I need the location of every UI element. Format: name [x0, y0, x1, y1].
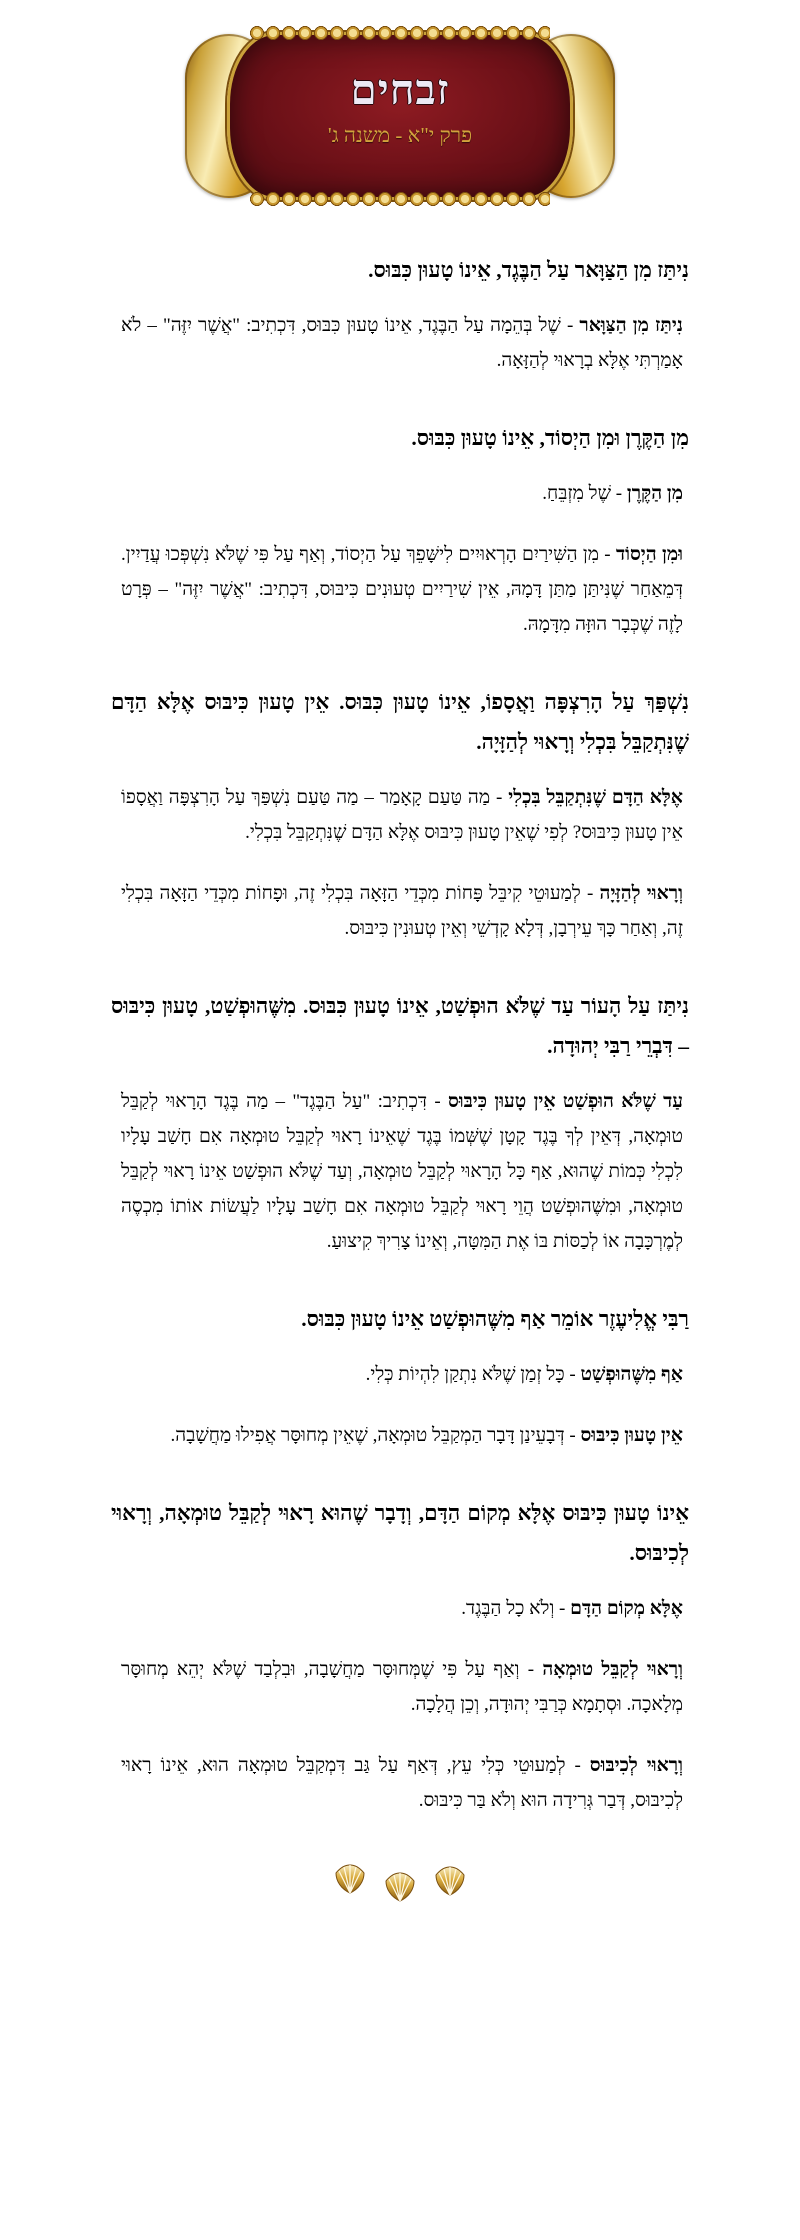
commentary-4-lead: אֶלָּא הַדָּם שֶׁנִּתְקַבֵּל בִּכְלִי	[508, 787, 683, 808]
masechet-title: זבחים	[350, 68, 450, 114]
commentary-6-lead: עַד שֶׁלֹּא הוּפְשַׁט אֵין טָעוּן כִּיבּוּס	[447, 1091, 683, 1112]
commentary-7-body: - כָּל זְמַן שֶׁלֹּא נִתְקַן לִהְיוֹת כְּלִי.	[365, 1364, 581, 1385]
mishnah-clause-1: נִיתַּז מִן הַצַּוָּאר עַל הַבֶּגֶד, אֵינוֹ טָעוּן כִּבּוּס.	[368, 258, 689, 282]
footer-ornaments	[0, 1864, 800, 1898]
commentary-10-lead: וְרָאוּי לְקַבֵּל טוּמְאָה	[542, 1659, 683, 1680]
commentary-2-body: - שֶׁל מִזְבֵּחַ.	[542, 483, 627, 504]
commentary-6-body: - דִּכְתִיב: "עַל הַבֶּגֶד" – מַה בֶּגֶד הָרָאוּי לְקַבֵּל טוּמְאָה, דְּאֵין לְךָ בֶּגֶד קָטָן שֶׁשְּׁמוֹ בֶּגֶד שֶׁאֵינוֹ רָאוּי לְקַבֵּל טוּמְאָה אִם חָשַׁב עָלָיו לִכְלִי כְּמוֹת שֶׁהוּא, אַף כָּל הָרָאוּי לְקַבֵּל טוּמְאָה, וְעַד שֶׁלֹּא הוּפְשַׁט אֵינוֹ רָאוּי לְקַבֵּל טוּמְאָה, וּמִשֶּׁהוּפְשַׁט הֲוֵי רָאוּי לְקַבֵּל טוּמְאָה אִם חָשַׁב עָלָיו לַעֲשׂוֹת אוֹתוֹ מִכְסֶה לְמֶרְכָּבָה אוֹ לְכַסּוֹת בּוֹ אֶת הַמִּטָּה, וְאֵינוֹ צָרִיךְ קִיצוּעַ.	[121, 1091, 683, 1252]
shell-icon	[332, 1862, 368, 1896]
commentary-1	[121, 308, 683, 378]
mishnah-clause-2: מִן הַקֶּרֶן וּמִן הַיְסוֹד, אֵינוֹ טָעוּן כִּבּוּס.	[411, 426, 689, 450]
shell-icon	[382, 1870, 418, 1904]
mishnah-clause-5: רַבִּי אֱלִיעֶזֶר אוֹמֵר אַף מִשֶּׁהוּפְשַׁט אֵינוֹ טָעוּן כִּבּוּס.	[301, 1307, 689, 1331]
commentary-4-body: - מַה טַּעַם קָאָמַר – מַה טַּעַם נִשְׁפַּךְ עַל הָרִצְפָּה וַאֲסָפוֹ אֵין טָעוּן כִּיבּוּס? לְפִי שֶׁאֵין טָעוּן כִּיבּוּס אֶלָּא הַדָּם שֶׁנִּתְקַבֵּל בִּכְלִי.	[121, 787, 683, 843]
commentary-2	[121, 476, 683, 511]
commentary-9	[121, 1591, 683, 1626]
commentary-1-body: - שֶׁל בְּהֵמָה עַל הַבֶּגֶד, אֵינוֹ טָעוּן כִּבּוּס, דִּכְתִיב: "אֲשֶׁר יִזֶּה" – לֹא אָמַרְתִּי אֶלָּא בְרָאוּי לְהַזָּאָה.	[121, 315, 683, 371]
commentary-7	[121, 1357, 683, 1392]
commentary-1-lead: נִיתַּז מִן הַצַּוָּאר	[579, 315, 683, 336]
shell-icon	[432, 1864, 468, 1898]
commentary-9-lead: אֶלָּא מְקוֹם הַדָּם	[570, 1598, 683, 1619]
commentary-10	[121, 1652, 683, 1722]
commentary-9-body: - וְלֹא כָל הַבֶּגֶד.	[461, 1598, 571, 1619]
commentary-6	[121, 1084, 683, 1259]
mishnah-clause-6: אֵינוֹ טָעוּן כִּיבּוּס אֶלָּא מְקוֹם הַדָּם, וְדָבָר שֶׁהוּא רָאוּי לְקַבֵּל טוּמְאָה, וְרָאוּי לְכִיבּוּס.	[111, 1501, 689, 1565]
commentary-7-lead: אַף מִשֶּׁהוּפְשַׁט	[580, 1364, 683, 1385]
commentary-3-body: - מִן הַשִּׁירַיִם הָרְאוּיִים לִישָּׁפֵךְ עַל הַיְסוֹד, וְאַף עַל פִּי שֶׁלֹּא נִשְׁפְּכוּ עֲדַיִין. דְּמֵאַחַר שֶׁנִּיתַּן מַתַּן דָּמָהּ, אֵין שִׁירַיִים טְעוּנִים כִּיבּוּס, דִּכְתִיב: "אֲשֶׁר יִזֶּה" – פְּרָט לָזֶה שֶׁכְּבָר הוּזָּה מִדָּמָהּ.	[121, 544, 683, 635]
commentary-3	[121, 537, 683, 642]
commentary-5-body: - לְמַעוּטֵי קִיבֵּל פָּחוֹת מִכְּדֵי הַזָּאָה בִּכְלִי זֶה, וּפָחוֹת מִכְּדֵי הַזָּאָה בִּכְלִי זֶה, וְאַחַר כָּךְ עֵירְבָן, דְּלָא קָדְשֵׁי וְאֵין טְעוּנִין כִּיבּוּס.	[121, 883, 683, 939]
commentary-11-body: - לְמַעוּטֵי כְּלִי עֵץ, דְּאַף עַל גַּב דִּמְקַבֵּל טוּמְאָה הוּא, אֵינוֹ רָאוּי לְכִיבּוּס, דְּבַר גְּרִידָה הוּא וְלֹא בַּר כִּיבּוּס.	[121, 1755, 683, 1811]
banner-scallop-top-icon	[250, 26, 550, 40]
commentary-5	[121, 876, 683, 946]
page	[0, 30, 800, 2240]
commentary-11-lead: וְרָאוּי לְכִיבּוּס	[589, 1755, 683, 1776]
chapter-mishnah-label: פרק י"א - משנה ג'	[327, 123, 473, 147]
mishnah-clause-4: נִיתַּז עַל הָעוֹר עַד שֶׁלֹּא הוּפְשַׁט, אֵינוֹ טָעוּן כִּבּוּס. מִשֶּׁהוּפְשַׁט, טָעוּן כִּיבּוּס – דִּבְרֵי רַבִּי יְהוּדָה.	[111, 994, 689, 1058]
title-banner	[185, 30, 615, 202]
commentary-11	[121, 1748, 683, 1818]
commentary-3-lead: וּמִן הַיְסוֹד	[615, 544, 684, 565]
commentary-4	[121, 780, 683, 850]
mishnah-clause-3: נִשְׁפַּךְ עַל הָרִצְפָּה וַאֲסָפוֹ, אֵינוֹ טָעוּן כִּבּוּס. אֵין טָעוּן כִּיבּוּס אֶלָּא הַדָּם שֶׁנִּתְקַבֵּל בִּכְלִי וְרָאוּי לְהַזָּיָה.	[111, 690, 689, 754]
commentary-5-lead: וְרָאוּי לְהַזָּיָה	[599, 883, 683, 904]
banner-scallop-bottom-icon	[250, 192, 550, 206]
commentary-8	[121, 1418, 683, 1453]
commentary-10-body: - וְאַף עַל פִּי שֶׁמְּחוּסָּר מַחֲשָׁבָה, וּבִלְבַד שֶׁלֹּא יְהֵא מְחוּסָּר מְלָאכָה. וּסְתָמָא כְּרַבִּי יְהוּדָה, וְכֵן הֲלָכָה.	[121, 1659, 683, 1715]
commentary-2-lead: מִן הַקֶּרֶן	[626, 483, 683, 504]
commentary-8-lead: אֵין טָעוּן כִּיבּוּס	[580, 1425, 683, 1446]
text-column	[111, 250, 689, 1818]
commentary-8-body: - דְּבָעֵינַן דָּבָר הַמְקַבֵּל טוּמְאָה, שֶׁאֵין מְחוּסָּר אֲפִילוּ מַחֲשָׁבָה.	[170, 1425, 581, 1446]
banner-plaque	[227, 32, 573, 200]
